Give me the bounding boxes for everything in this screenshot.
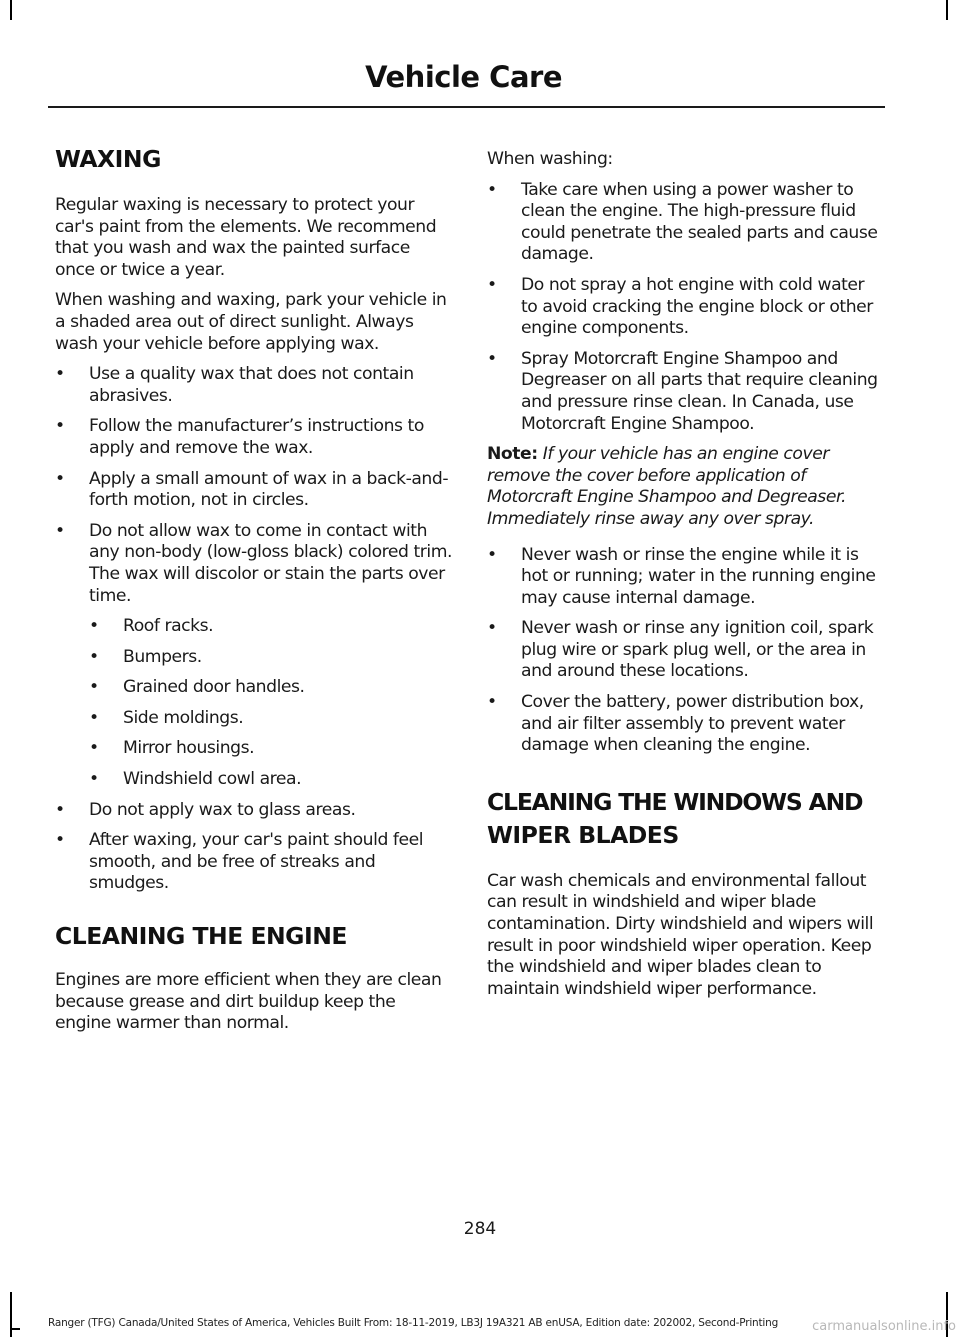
list-item: • Spray Motorcraft Engine Shampoo and Degreaser on all parts that require cleaning and pressure rinse clean. In Canada, use Motorcraft Engine Shampoo. — [487, 349, 885, 435]
list-item: • Take care when using a power washer to clean the engine. The high-pressure fluid could penetrate the sealed parts and cause damage. — [487, 180, 885, 266]
sub-list-item: • Mirror housings. — [89, 738, 453, 760]
engine-heading: CLEANING THE ENGINE — [55, 922, 347, 951]
windows-paragraph: Car wash chemicals and environmental fallout can result in windshield and wiper blade contamination. Dirty windshield and wipers will result in poor windshield wiper operation. Keep the windshield and wiper blades clean to maintain windshield wiper performance. — [487, 870, 874, 999]
waxing-paragraph-2: When washing and waxing, park your vehicle in a shaded area out of direct sunlight. Always wash your vehicle before applying wax. — [55, 290, 447, 354]
right-column — [487, 149, 885, 1009]
list-item: • After waxing, your car's paint should feel smooth, and be free of streaks and smudges. — [55, 830, 453, 895]
sub-list-item: • Side moldings. — [89, 708, 453, 730]
list-item: • Do not apply wax to glass areas. — [55, 800, 453, 822]
watermark: carmanualsonline.info — [812, 1319, 956, 1334]
crop-mark-top-right — [946, 0, 948, 20]
page-number: 284 — [463, 1219, 497, 1239]
windows-heading-line-1: CLEANING THE WINDOWS AND — [487, 787, 863, 816]
washing-intro: When washing: — [487, 149, 613, 169]
crop-mark-bottom-left-h — [10, 1328, 20, 1330]
sub-list-item: • Grained door handles. — [89, 677, 453, 699]
list-item: • Never wash or rinse the engine while it is hot or running; water in the running engine may cause internal damage. — [487, 545, 885, 610]
page-header-title: Vehicle Care — [365, 60, 562, 94]
note-text: If your vehicle has an engine cover remove the cover before application of Motorcraft Engine Shampoo and Degreaser. Immediately rinse away any over spray. — [487, 444, 846, 529]
crop-mark-bottom-left — [10, 1292, 12, 1337]
list-item-with-sublist — [55, 521, 453, 791]
waxing-paragraph-1: Regular waxing is necessary to protect your car's paint from the elements. We recommend that you wash and wax the painted surface once or twice a year. — [55, 195, 437, 280]
list-item: • Apply a small amount of wax in a back-and-forth motion, not in circles. — [55, 469, 453, 512]
waxing-bullet-list — [55, 364, 453, 895]
list-item: • Do not spray a hot engine with cold water to avoid cracking the engine block or other engine components. — [487, 275, 885, 340]
sub-list-item: • Bumpers. — [89, 647, 453, 669]
sub-list-item: • Roof racks. — [89, 616, 453, 638]
rinse-bullet-list — [487, 545, 885, 757]
list-item: • Cover the battery, power distribution box, and air filter assembly to prevent water damage when cleaning the engine. — [487, 692, 885, 757]
washing-bullet-list — [487, 180, 885, 436]
list-item: • Use a quality wax that does not contain abrasives. — [55, 364, 453, 407]
list-item-text: Do not allow wax to come in contact with any non-body (low-gloss black) colored trim. The wax will discolor or stain the parts over time. — [89, 520, 453, 606]
header-divider — [48, 106, 885, 108]
left-column — [55, 143, 453, 1044]
note-label: Note: — [487, 444, 538, 465]
trim-parts-sublist — [89, 616, 453, 791]
waxing-heading: WAXING — [55, 145, 161, 173]
list-item: • Never wash or rinse any ignition coil, spark plug wire or spark plug well, or the area in and around these locations. — [487, 618, 885, 683]
engine-cover-note — [487, 444, 885, 530]
windows-heading — [487, 786, 885, 852]
sub-list-item: • Windshield cowl area. — [89, 769, 453, 791]
engine-paragraph: Engines are more efficient when they are clean because grease and dirt buildup keep the engine warmer than normal. — [55, 970, 442, 1034]
list-item: • Follow the manufacturer’s instructions to apply and remove the wax. — [55, 416, 453, 459]
crop-mark-top-left — [10, 0, 12, 20]
windows-heading-line-2: WIPER BLADES — [487, 820, 679, 849]
footer-edition-text: Ranger (TFG) Canada/United States of America, Vehicles Built From: 18-11-2019, LB3J 19A321 AB enUSA, Edition date: 202002, Second-Printing — [48, 1317, 779, 1329]
